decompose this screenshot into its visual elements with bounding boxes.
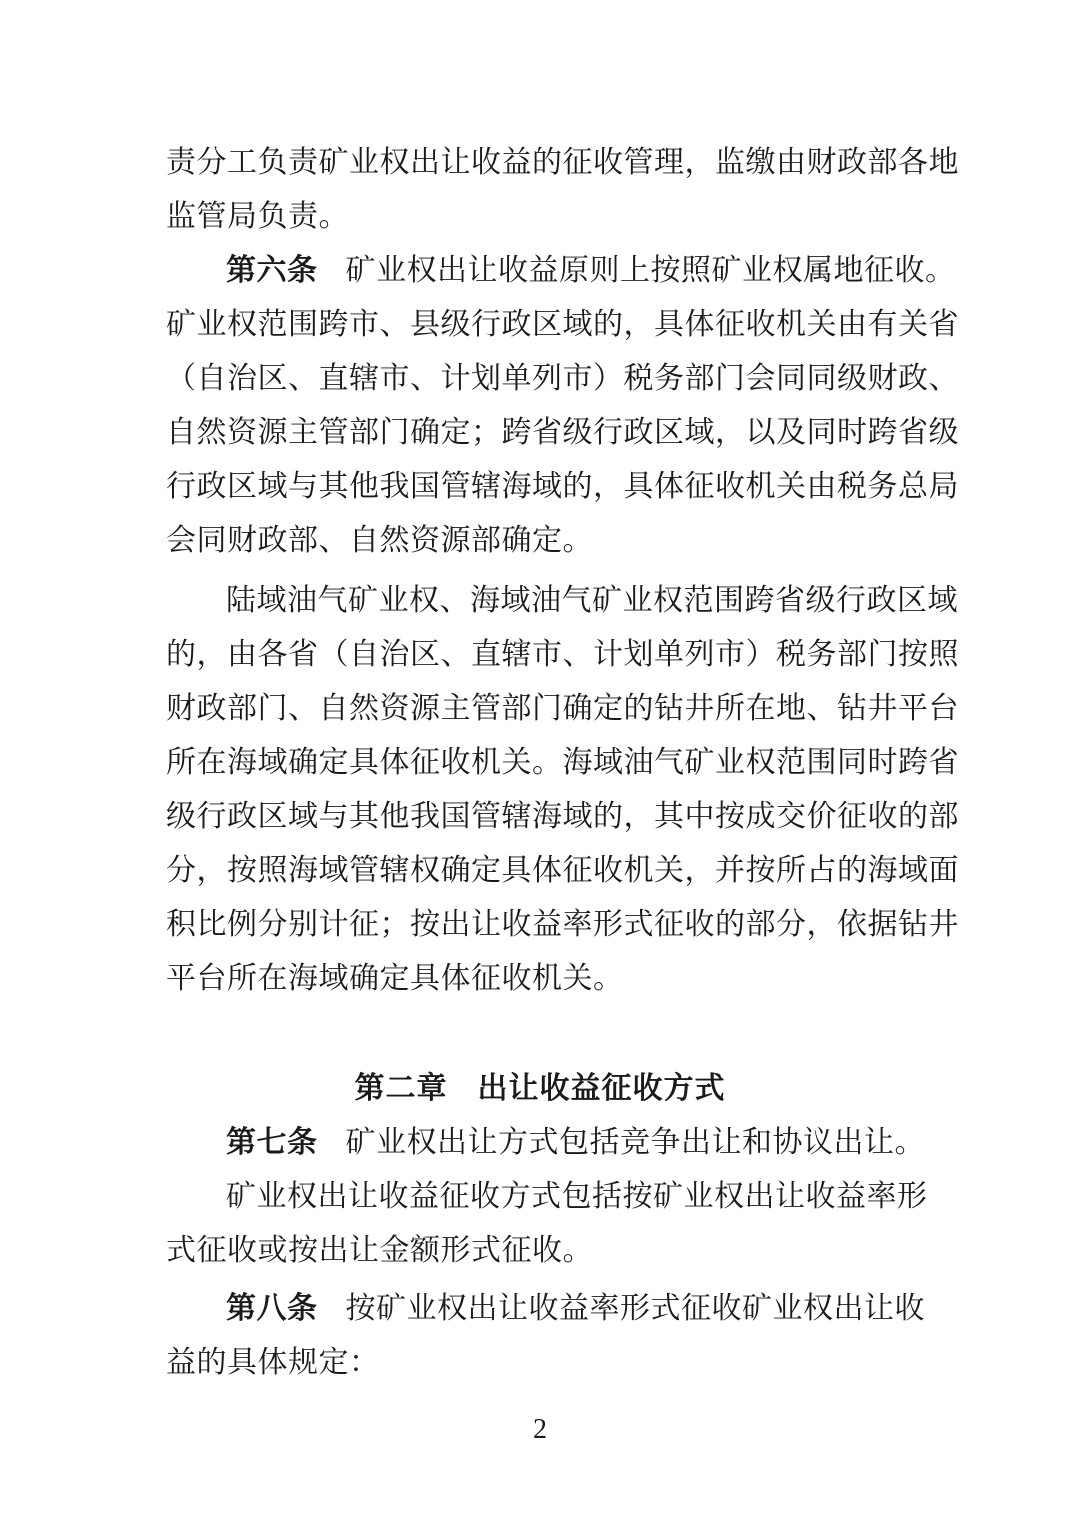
body-line: 会同财政部、自然资源部确定。 [166, 523, 593, 558]
article-6-first-line [226, 244, 956, 298]
body-line: 分，按照海域管辖权确定具体征收机关，并按所占的海域面 [166, 853, 959, 888]
body-line: 平台所在海域确定具体征收机关。 [166, 961, 624, 996]
article-8-first-line [226, 1282, 925, 1336]
article-8-label: 第八条 [226, 1291, 318, 1326]
body-line: 财政部门、自然资源主管部门确定的钻井所在地、钻井平台 [166, 691, 959, 726]
chapter-title: 出让收益征收方式 [477, 1071, 726, 1106]
body-line: 所在海域确定具体征收机关。海域油气矿业权范围同时跨省 [166, 745, 959, 780]
body-line: 陆域油气矿业权、海域油气矿业权范围跨省级行政区域 [226, 583, 958, 618]
article-7-label: 第七条 [226, 1125, 318, 1160]
article-7-text: 矿业权出让方式包括竞争出让和协议出让。 [345, 1125, 925, 1160]
article-7-first-line [226, 1116, 925, 1170]
body-line: 行政区域与其他我国管辖海域的，具体征收机关由税务总局 [166, 469, 959, 504]
body-line: 式征收或按出让金额形式征收。 [166, 1233, 593, 1268]
body-line: 自然资源主管部门确定；跨省级行政区域，以及同时跨省级 [166, 415, 959, 450]
body-line: 积比例分别计征；按出让收益率形式征收的部分，依据钻井 [166, 907, 959, 942]
chapter-number: 第二章 [354, 1071, 448, 1106]
page-number: 2 [533, 1414, 547, 1445]
article-6-text: 矿业权出让收益原则上按照矿业权属地征收。 [345, 253, 956, 288]
body-line: 矿业权范围跨市、县级行政区域的，具体征收机关由有关省 [166, 307, 959, 342]
body-line: 矿业权出让收益征收方式包括按矿业权出让收益率形 [226, 1179, 928, 1214]
article-6-label: 第六条 [226, 253, 318, 288]
body-line: 级行政区域与其他我国管辖海域的，其中按成交价征收的部 [166, 799, 959, 834]
body-line: 责分工负责矿业权出让收益的征收管理，监缴由财政部各地 [166, 145, 959, 180]
body-line: 监管局负责。 [166, 199, 349, 234]
body-line: 的，由各省（自治区、直辖市、计划单列市）税务部门按照 [166, 637, 959, 672]
body-line: 益的具体规定： [166, 1345, 380, 1380]
body-line: （自治区、直辖市、计划单列市）税务部门会同同级财政、 [166, 361, 959, 396]
article-8-text: 按矿业权出让收益率形式征收矿业权出让收 [345, 1291, 925, 1326]
chapter-heading [0, 1062, 1080, 1116]
